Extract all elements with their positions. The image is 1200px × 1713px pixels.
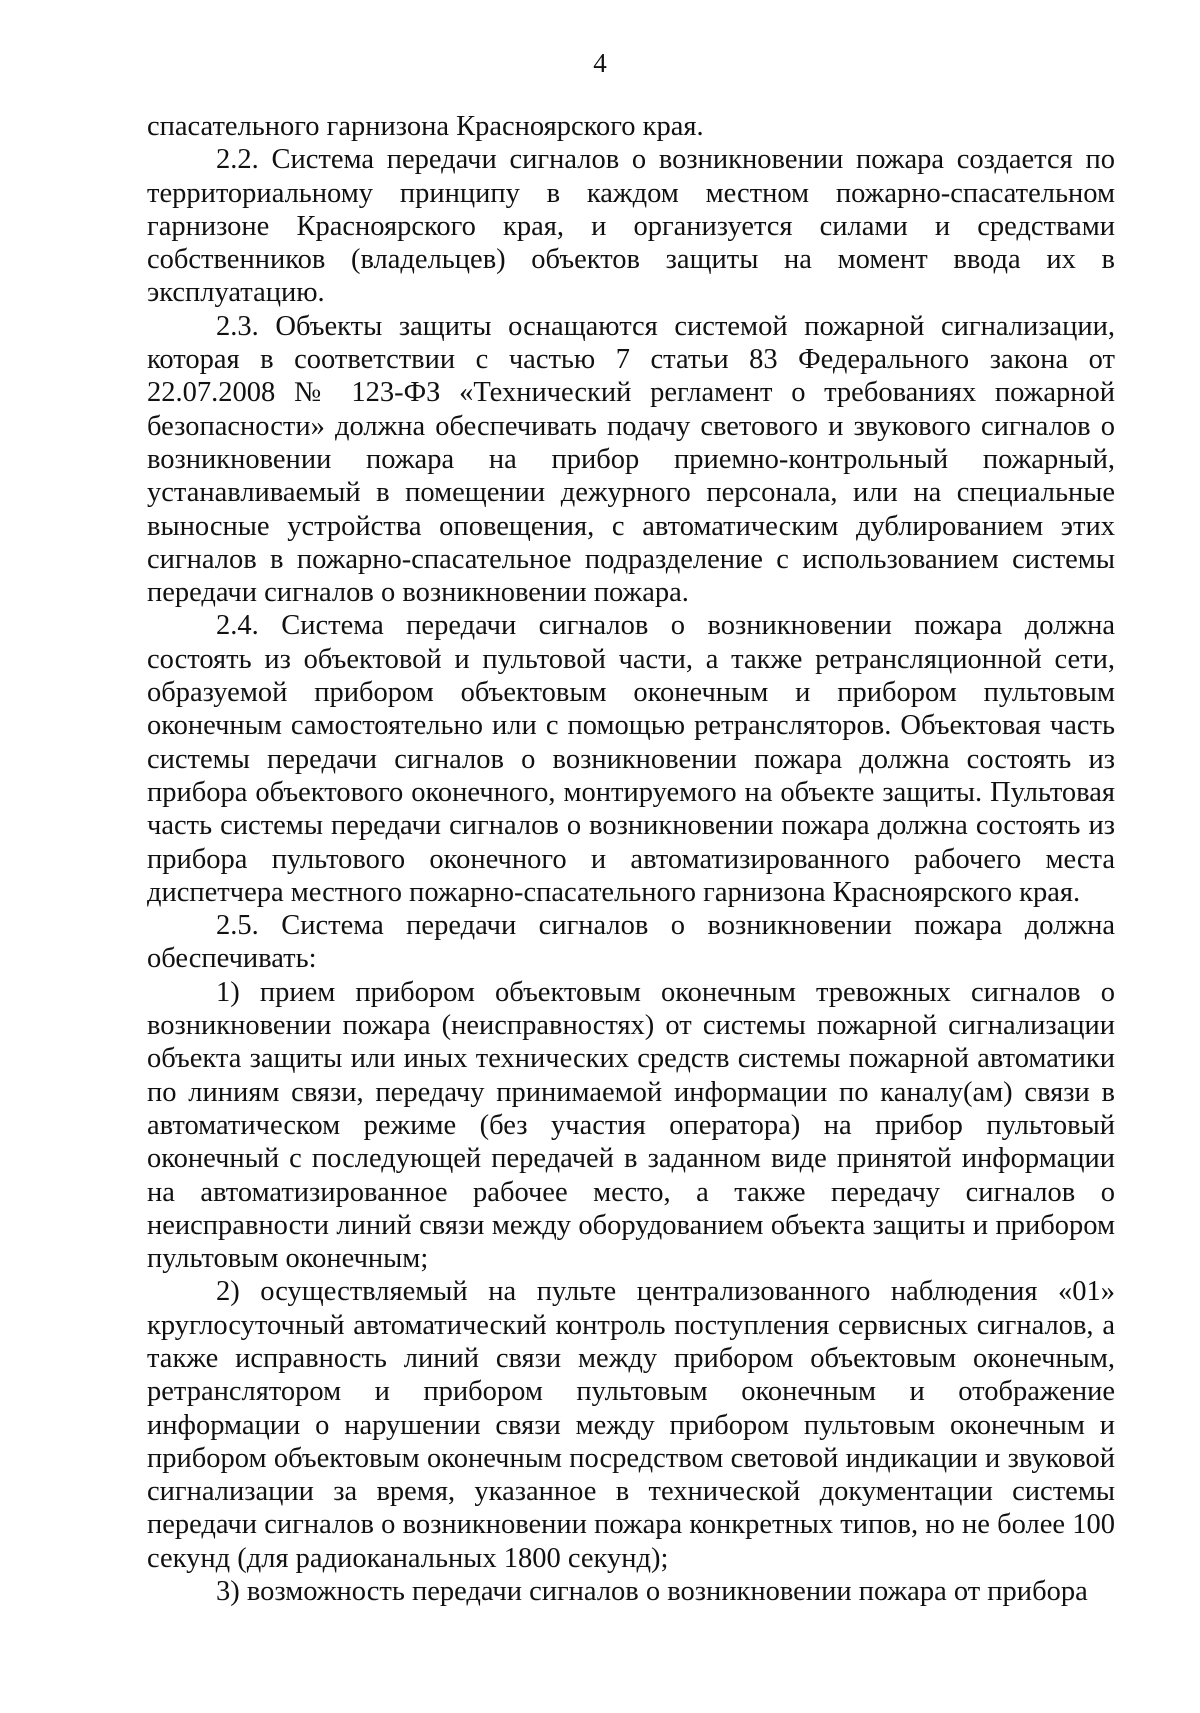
paragraph-garrison-continuation: спасательного гарнизона Красноярского края. [147, 111, 704, 142]
paragraph-2-4: 2.4. Система передачи сигналов о возникновении пожара должна состоять из объектовой и пультовой части, а также ретрансляционной сети, образуемой прибором объектовым оконечным и прибором пультовым оконечным самостоятельно или с помощью ретрансляторов. Объектовая часть системы передачи сигналов о возникновении пожара должна состоять из прибора объектового оконечного, монтируемого на объекте защиты. Пультовая часть системы передачи сигналов о возникновении пожара должна состоять из прибора пультового оконечного и автоматизированного рабочего места диспетчера местного пожарно-спасательного гарнизона Красноярского края. [147, 610, 1115, 908]
paragraph-2-3: 2.3. Объекты защиты оснащаются системой пожарной сигнализации, которая в соответствии с частью 7 статьи 83 Федерального закона от 22.07.2008 № 123-ФЗ «Технический регламент о требованиях пожарной безопасности» должна обеспечивать подачу светового и звукового сигналов о возникновении пожара на прибор приемно-контрольный пожарный, устанавливаемый в помещении дежурного персонала, или на специальные выносные устройства оповещения, с автоматическим дублированием этих сигналов в пожарно-спасательное подразделение с использованием системы передачи сигналов о возникновении пожара. [147, 310, 1115, 609]
page-number: 4 [593, 48, 607, 78]
list-item-3: 3) возможность передачи сигналов о возникновении пожара от прибора [216, 1576, 1088, 1608]
paragraph-2-5: 2.5. Система передачи сигналов о возникновении пожара должна обеспечивать: [147, 910, 1115, 975]
list-item-2: 2) осуществляемый на пульте централизованного наблюдения «01» круглосуточный автоматический контроль поступления сервисных сигналов, а также исправность линий связи между прибором объектовым оконечным, ретранслятором и прибором пультовым оконечным и отображение информации о нарушении связи между прибором пультовым оконечным и прибором объектовым оконечным посредством световой индикации и звуковой сигнализации за время, указанное в технической документации системы передачи сигналов о возникновении пожара конкретных типов, но не более 100 секунд (для радиоканальных 1800 секунд); [147, 1276, 1115, 1574]
document-body [147, 110, 1115, 1608]
list-item-1: 1) прием прибором объектовым оконечным тревожных сигналов о возникновении пожара (неисправностях) от системы пожарной сигнализации объекта защиты или иных технических средств системы пожарной автоматики по линиям связи, передачу принимаемой информации по каналу(ам) связи в автоматическом режиме (без участия оператора) на прибор пультовый оконечный с последующей передачей в заданном виде принятой информации на автоматизированное рабочее место, а также передачу сигналов о неисправности линий связи между оборудованием объекта защиты и прибором пультовым оконечным; [147, 976, 1115, 1275]
paragraph-2-2: 2.2. Система передачи сигналов о возникновении пожара создается по территориальному принципу в каждом местном пожарно-спасательном гарнизоне Красноярского края, и организуется силами и средствами собственников (владельцев) объектов защиты на момент ввода их в эксплуатацию. [147, 144, 1115, 309]
